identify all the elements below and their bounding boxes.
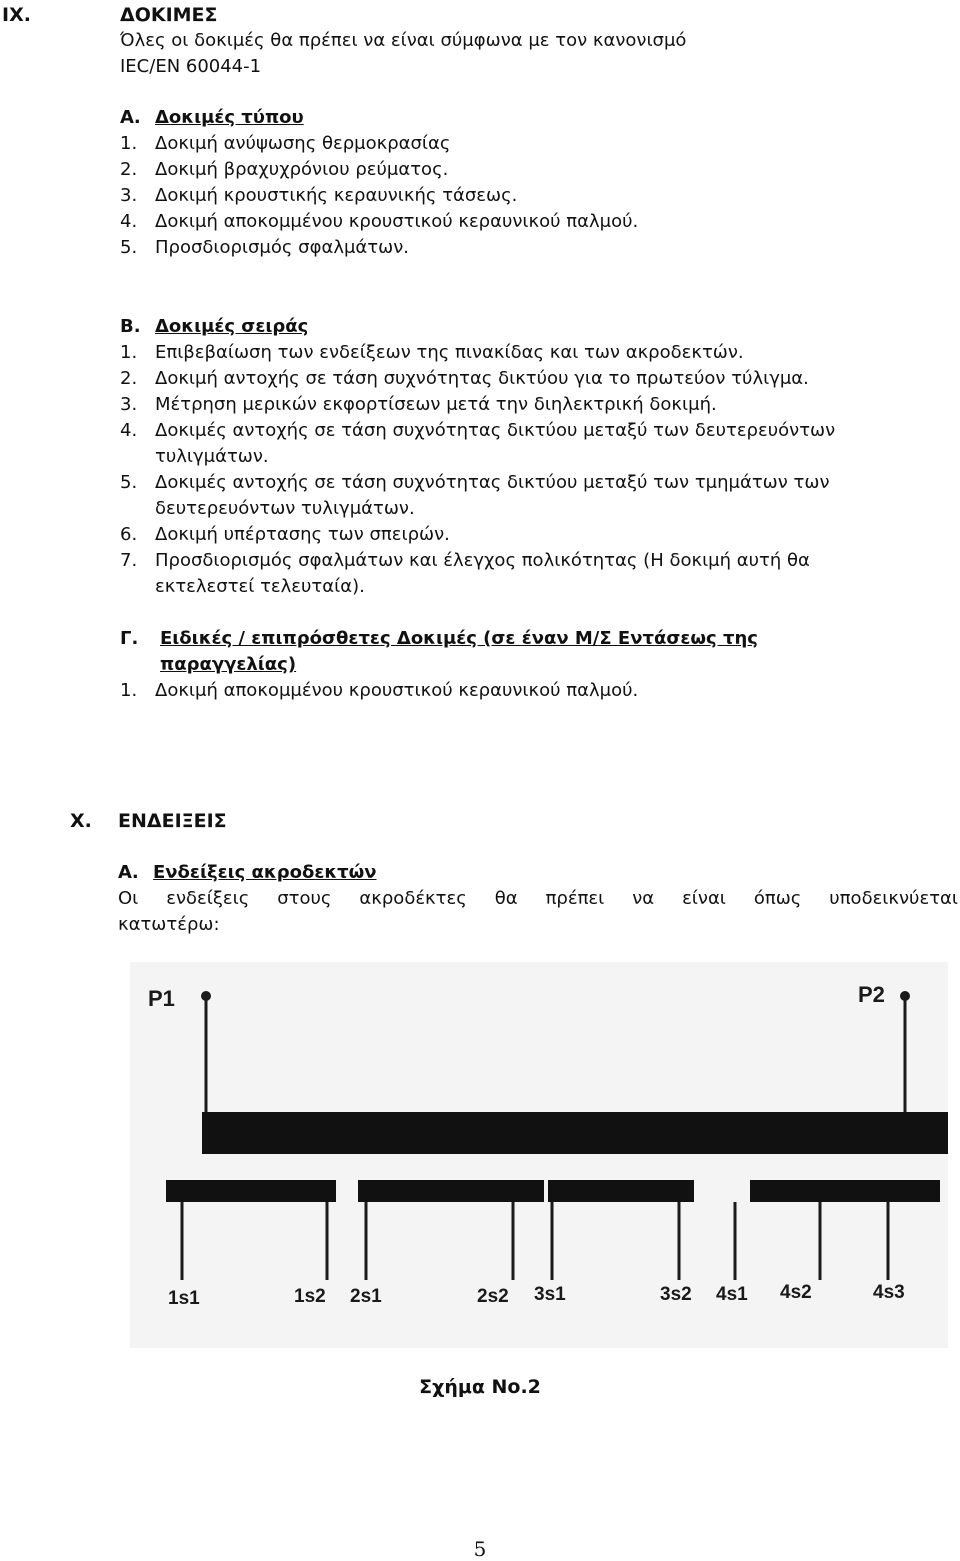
item-number: 1. <box>120 133 138 154</box>
item-text: Δοκιμή αντοχής σε τάση συχνότητας δικτύου για το πρωτεύον τύλιγμα. <box>155 368 809 389</box>
section-10-body-line2: κατωτέρω: <box>118 914 220 935</box>
list-item <box>120 678 638 704</box>
subsection-g-letter: Γ. <box>120 628 139 649</box>
label-3s1: 3s1 <box>534 1284 566 1305</box>
section-9-intro-line2: IEC/EN 60044-1 <box>120 56 262 77</box>
item-text: Προσδιορισμός σφαλμάτων. <box>155 237 409 258</box>
subsection-a-title: Δοκιμές τύπου <box>155 107 304 128</box>
item-number: 7. <box>120 550 138 571</box>
item-number: 3. <box>120 394 138 415</box>
item-text: Επιβεβαίωση των ενδείξεων της πινακίδας και των ακροδεκτών. <box>155 342 744 363</box>
label-1s1: 1s1 <box>168 1288 200 1309</box>
item-text: Δοκιμή ανύψωσης θερμοκρασίας <box>155 133 451 154</box>
list-item <box>120 366 809 392</box>
page-number: 5 <box>473 1537 487 1561</box>
item-text: Δοκιμή αποκομμένου κρουστικού κεραυνικού παλμού. <box>155 211 639 232</box>
section-9-intro-line1: Όλες οι δοκιμές θα πρέπει να είναι σύμφωνα με τον κανονισμό <box>120 30 687 51</box>
item-number: 6. <box>120 524 138 545</box>
subsection-b-letter: Β. <box>120 316 141 337</box>
primary-winding-bar <box>202 1112 948 1154</box>
item-text: Μέτρηση μερικών εκφορτίσεων μετά την διηλεκτρική δοκιμή. <box>155 394 717 415</box>
list-item <box>120 235 409 261</box>
subsection-b-title: Δοκιμές σειράς <box>155 316 309 337</box>
list-item-continuation: εκτελεστεί τελευταία). <box>155 576 365 597</box>
section-10-body-line1: Οι ενδείξεις στους ακροδέκτες θα πρέπει να είναι όπως υποδεικνύεται <box>118 888 958 909</box>
label-2s2: 2s2 <box>477 1286 509 1307</box>
item-text: Δοκιμές αντοχής σε τάση συχνότητας δικτύου μεταξύ των τμημάτων των <box>155 472 830 493</box>
item-number: 3. <box>120 185 138 206</box>
list-item <box>120 418 835 444</box>
list-item <box>120 131 450 157</box>
section-10-title: ΕΝΔΕΙΞΕΙΣ <box>118 810 227 832</box>
p2-terminal-dot <box>900 991 910 1001</box>
item-number: 2. <box>120 368 138 389</box>
item-text: Δοκιμές αντοχής σε τάση συχνότητας δικτύου μεταξύ των δευτερευόντων <box>155 420 836 441</box>
item-number: 5. <box>120 472 138 493</box>
item-number: 1. <box>120 342 138 363</box>
list-item <box>120 470 830 496</box>
item-text: Προσδιορισμός σφαλμάτων και έλεγχος πολικότητας (Η δοκιμή αυτή θα <box>155 550 810 571</box>
label-1s2: 1s2 <box>294 1286 326 1307</box>
label-3s2: 3s2 <box>660 1284 692 1305</box>
list-item <box>120 392 717 418</box>
subsection-g-title-line1: Ειδικές / επιπρόσθετες Δοκιμές (σε έναν Μ/Σ Εντάσεως της <box>160 628 758 649</box>
item-text: Δοκιμή κρουστικής κεραυνικής τάσεως. <box>155 185 518 206</box>
subsection-g-title-line2: παραγγελίας) <box>160 654 297 675</box>
item-number: 1. <box>120 680 138 701</box>
item-text: Δοκιμή υπέρτασης των σπειρών. <box>155 524 450 545</box>
p1-label: P1 <box>148 986 175 1011</box>
item-text: Δοκιμή αποκομμένου κρουστικού κεραυνικού παλμού. <box>155 680 639 701</box>
figure-caption: Σχήμα No.2 <box>419 1376 541 1398</box>
item-number: 2. <box>120 159 138 180</box>
list-item <box>120 209 638 235</box>
list-item <box>120 522 450 548</box>
item-number: 4. <box>120 211 138 232</box>
label-4s1: 4s1 <box>716 1284 748 1305</box>
section-10-a-letter: Α. <box>118 862 139 883</box>
section-10-a-heading <box>118 860 377 886</box>
section-9-number: IX. <box>2 4 31 26</box>
list-item <box>120 340 744 366</box>
secondary-3-bar <box>548 1180 694 1202</box>
subsection-b-heading <box>120 314 308 340</box>
subsection-a-heading <box>120 105 304 131</box>
item-number: 4. <box>120 420 138 441</box>
p2-label: P2 <box>858 982 885 1007</box>
terminal-diagram <box>130 962 948 1348</box>
secondary-2-bar <box>358 1180 544 1202</box>
list-item-continuation: τυλιγμάτων. <box>155 446 269 467</box>
subsection-g-heading <box>120 626 758 652</box>
list-item <box>120 157 448 183</box>
label-4s2: 4s2 <box>780 1282 812 1303</box>
p1-terminal-dot <box>201 991 211 1001</box>
secondary-1-bar <box>166 1180 336 1202</box>
item-text: Δοκιμή βραχυχρόνιου ρεύματος. <box>155 159 449 180</box>
list-item <box>120 548 810 574</box>
section-9-title: ΔΟΚΙΜΕΣ <box>120 4 218 26</box>
secondary-4-bar <box>750 1180 940 1202</box>
item-number: 5. <box>120 237 138 258</box>
label-2s1: 2s1 <box>350 1286 382 1307</box>
list-item-continuation: δευτερευόντων τυλιγμάτων. <box>155 498 415 519</box>
list-item <box>120 183 517 209</box>
subsection-a-letter: Α. <box>120 107 141 128</box>
section-10-number: X. <box>70 810 92 832</box>
label-4s3: 4s3 <box>873 1282 905 1303</box>
section-10-a-title: Ενδείξεις ακροδεκτών <box>153 862 377 883</box>
